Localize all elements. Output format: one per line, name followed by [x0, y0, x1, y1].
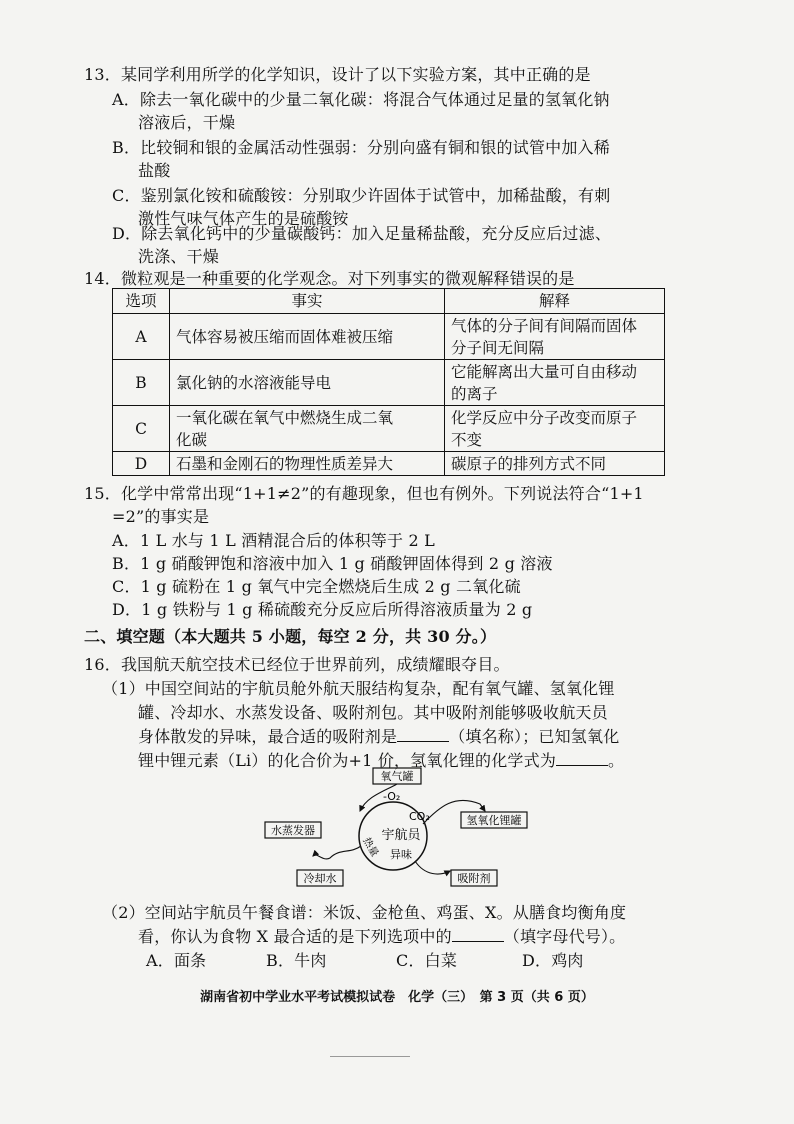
- q13-option-b-cont: 盐酸: [138, 161, 171, 180]
- q15-stem: 15．化学中常常出现“1+1≠2”的有趣现象，但也有例外。下列说法符合“1+1: [84, 484, 644, 503]
- row-fact: 氯化钠的水溶液能导电: [170, 360, 445, 406]
- oxygen-tank-label: 氧气罐: [380, 770, 414, 783]
- row-explanation: 它能解离出大量可自由移动 的离子: [445, 360, 665, 406]
- odor-label: 异味: [390, 848, 412, 861]
- cooling-water-label: 冷却水: [303, 872, 337, 885]
- vapor-label: 水蒸发器: [271, 824, 315, 837]
- q15-option-c: C．1 g 硫粉在 1 g 氧气中完全燃烧后生成 2 g 二氧化硫: [112, 577, 521, 596]
- q13-option-d: D．除去氧化钙中的少量碳酸钙：加入足量稀盐酸，充分反应后过滤、: [112, 224, 612, 243]
- table-row: [113, 360, 665, 406]
- q15-stem-cont: =2”的事实是: [112, 507, 210, 526]
- heat-label: 热量: [360, 836, 380, 859]
- odor-arrow: [415, 861, 450, 874]
- q13-option-a: A．除去一氧化碳中的少量二氧化碳：将混合气体通过足量的氢氧化钠: [112, 90, 610, 109]
- header-option: 选项: [113, 289, 170, 314]
- q14-stem: 14．微粒观是一种重要的化学观念。对下列事实的微观解释错误的是: [84, 269, 575, 288]
- row-option: C: [113, 406, 170, 452]
- heat-arrow: [313, 846, 361, 859]
- row-fact: 石墨和金刚石的物理性质差异大: [170, 452, 445, 476]
- q13-option-d-cont: 洗涤、干燥: [138, 247, 220, 266]
- q16-part1-line2: 罐、冷却水、水蒸发设备、吸附剂包。其中吸附剂能够吸收航天员: [138, 703, 608, 722]
- header-explanation: 解释: [445, 289, 665, 314]
- row-option: A: [113, 314, 170, 360]
- table-row: [113, 406, 665, 452]
- row-option: B: [113, 360, 170, 406]
- answer-blank[interactable]: [452, 927, 504, 942]
- table-header-row: [113, 289, 665, 314]
- adsorbent-label: 吸附剂: [457, 872, 491, 885]
- q16-stem: 16．我国航天航空技术已经位于世界前列，成绩耀眼夺目。: [84, 655, 510, 674]
- section-heading: 二、填空题（本大题共 5 小题，每空 2 分，共 30 分。）: [84, 627, 497, 646]
- answer-blank[interactable]: [397, 727, 449, 742]
- q16-part1-line3: 身体散发的异味，最合适的吸附剂是 （填名称）；已知氢氧化: [138, 727, 620, 746]
- o2-label: -O₂: [383, 790, 401, 803]
- row-explanation: 气体的分子间有间隔而固体 分子间无间隔: [445, 314, 665, 360]
- lioh-tank-label: 氢氧化锂罐: [466, 814, 522, 827]
- q13-stem: 13．某同学利用所学的化学知识，设计了以下实验方案，其中正确的是: [84, 65, 591, 84]
- q16-option-c: C．白菜: [396, 951, 458, 970]
- q16-part1: （1）中国空间站的宇航员舱外航天服结构复杂，配有氧气罐、氢氧化锂: [102, 679, 615, 698]
- page-footer: 湖南省初中学业水平考试模拟试卷 化学（三） 第 3 页（共 6 页）: [200, 990, 594, 1005]
- row-option: D: [113, 452, 170, 476]
- q16-option-a: A．面条: [146, 951, 207, 970]
- q15-option-d: D．1 g 铁粉与 1 g 稀硫酸充分反应后所得溶液质量为 2 g: [112, 600, 533, 619]
- q13-option-c-cont: 激性气味气体产生的是硫酸铵: [138, 209, 349, 228]
- co2-label: CO₂: [409, 810, 430, 823]
- row-explanation: 碳原子的排列方式不同: [445, 452, 665, 476]
- q16-part2: （2）空间站宇航员午餐食谱：米饭、金枪鱼、鸡蛋、X。从膳食均衡角度: [102, 903, 627, 922]
- row-fact: 气体容易被压缩而固体难被压缩: [170, 314, 445, 360]
- header-fact: 事实: [170, 289, 445, 314]
- q16-option-b: B．牛肉: [266, 951, 327, 970]
- table-row: [113, 314, 665, 360]
- q13-option-a-cont: 溶液后，干燥: [138, 113, 236, 132]
- spacesuit-diagram: [255, 766, 555, 894]
- q16-option-d: D．鸡肉: [522, 951, 584, 970]
- q15-option-b: B．1 g 硝酸钾饱和溶液中加入 1 g 硝酸钾固体得到 2 g 溶液: [112, 554, 553, 573]
- q16-part1-line4: 锂中锂元素（Li）的化合价为+1 价，氢氧化锂的化学式为 。: [138, 751, 625, 770]
- q14-table: [112, 288, 665, 476]
- row-explanation: 化学反应中分子改变而原子 不变: [445, 406, 665, 452]
- row-fact: 一氧化碳在氧气中燃烧生成二氧 化碳: [170, 406, 445, 452]
- q13-option-c: C．鉴别氯化铵和硫酸铵：分别取少许固体于试管中，加稀盐酸，有刺: [112, 186, 611, 205]
- table-row: [113, 452, 665, 476]
- scan-artifact: [330, 1056, 410, 1057]
- q15-option-a: A．1 L 水与 1 L 酒精混合后的体积等于 2 L: [112, 531, 435, 550]
- q16-part2-line2: 看，你认为食物 X 最合适的是下列选项中的 （填字母代号）。: [138, 927, 626, 946]
- astronaut-label: 宇航员: [381, 828, 421, 843]
- answer-blank[interactable]: [556, 751, 608, 766]
- q13-option-b: B．比较铜和银的金属活动性强弱：分别向盛有铜和银的试管中加入稀: [112, 138, 610, 157]
